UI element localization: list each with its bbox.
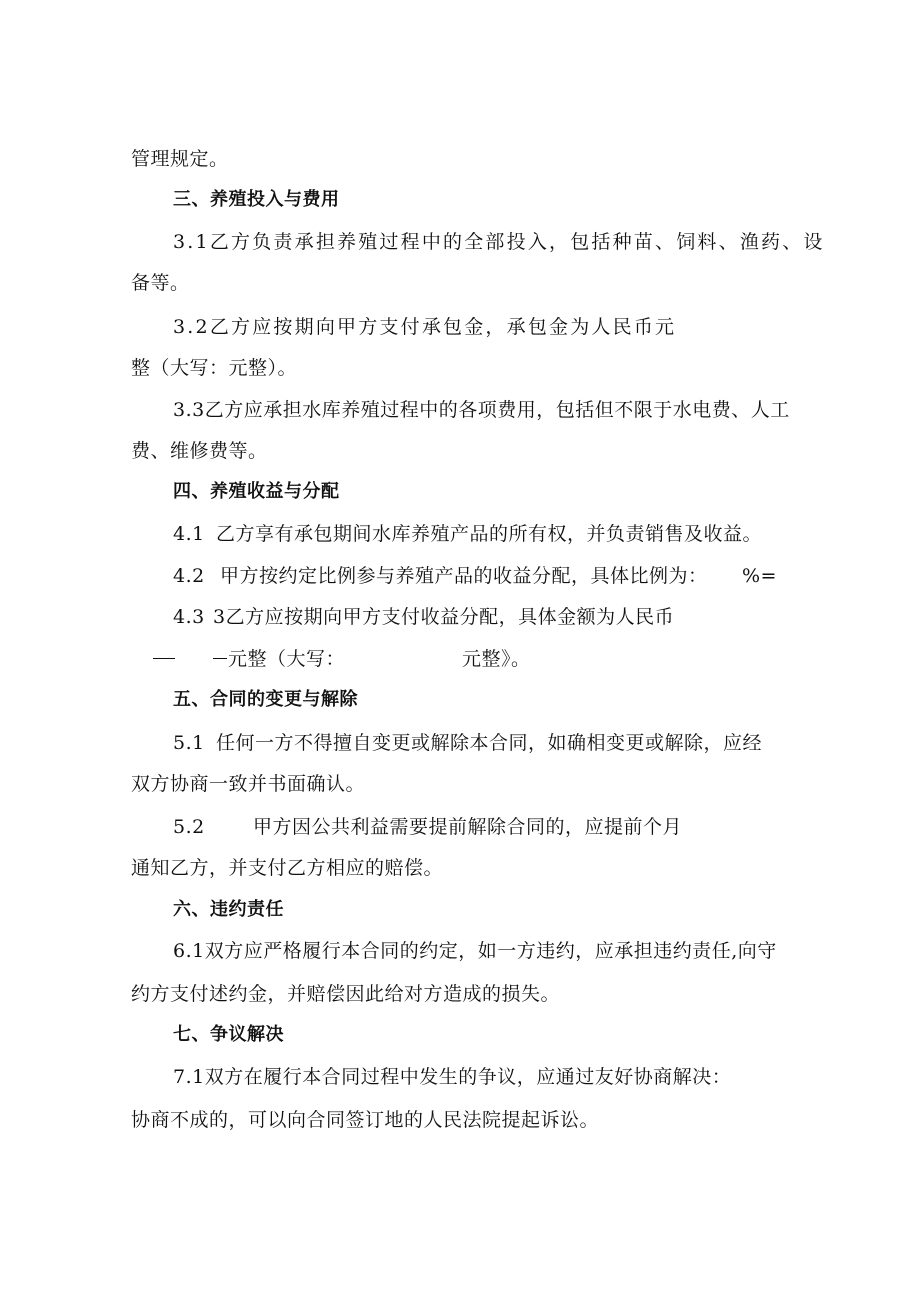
clause-7-1-cont: 协商不成的，可以向合同签订地的人民法院提起诉讼。 [131,1109,600,1131]
clause-3-3-cont: 费、维修费等。 [131,440,268,462]
clause-5-2-cont: 通知乙方，并支付乙方相应的赔偿。 [131,857,444,879]
clause-5-2: 甲方因公共利益需要提前解除合同的，应提前个月 [253,816,683,838]
blank-dash [153,658,175,659]
clause-4-2-ratio: %= [742,565,777,587]
heading-section-6: 六、违约责任 [173,899,284,920]
clause-5-1: 任何一方不得擅自变更或解除本合同，如确相变更或解除，应经 [216,732,763,754]
clause-3-1-cont: 备等。 [131,272,190,294]
heading-section-5: 五、合同的变更与解除 [173,689,358,710]
clause-4-3-amount-end: 元整》。 [462,648,531,670]
clause-5-2-number: 5.2 [173,816,205,838]
clause-3-3: 3.3乙方应承担水库养殖过程中的各项费用，包括但不限于水电费、人工 [173,399,790,421]
heading-section-3: 三、养殖投入与费用 [173,189,340,210]
clause-5-1-number: 5.1 [173,732,205,754]
clause-4-2: 甲方按约定比例参与养殖产品的收益分配，具体比例为： [220,565,708,587]
heading-section-7: 七、争议解决 [173,1024,284,1045]
clause-5-1-cont: 双方协商一致并书面确认。 [131,773,366,795]
clause-6-1: 6.1双方应严格履行本合同的约定，如一方违约，应承担违约责任,向守 [173,940,777,962]
clause-4-3: 3乙方应按期向甲方支付收益分配，具体金额为人民币 [213,606,675,628]
heading-section-4: 四、养殖收益与分配 [173,481,340,502]
clause-4-1: 乙方享有承包期间水库养殖产品的所有权，并负责销售及收益。 [216,523,763,545]
clause-3-2: 3.2乙方应按期向甲方支付承包金，承包金为人民币元 [173,316,677,338]
blank-dash-short [213,658,227,659]
clause-7-1: 7.1双方在履行本合同过程中发生的争议，应通过友好协商解决： [173,1066,732,1088]
clause-4-3-number: 4.3 [173,606,205,628]
clause-4-1-number: 4.1 [173,523,205,545]
clause-4-3-amount: 元整（大写： [228,648,346,670]
text-line-management: 管理规定。 [131,148,229,170]
clause-6-1-cont: 约方支付述约金，并赔偿因此给对方造成的损失。 [131,983,561,1005]
clause-3-2-cont: 整（大写：元整）。 [131,357,298,379]
clause-4-2-number: 4.2 [173,565,205,587]
clause-3-1: 3.1乙方负责承担养殖过程中的全部投入，包括种苗、饲料、渔药、设 [173,231,825,253]
